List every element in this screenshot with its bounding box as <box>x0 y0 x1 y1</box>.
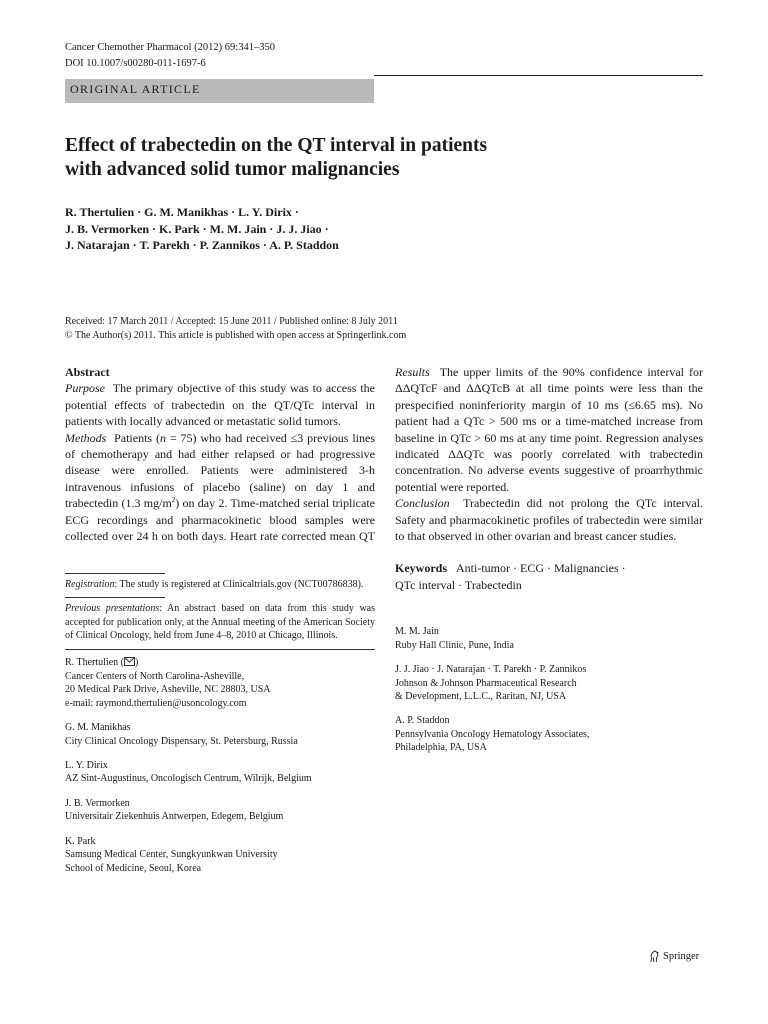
affiliation-separator <box>65 649 375 650</box>
authors-line-1: R. Thertulien · G. M. Manikhas · L. Y. Dirix · <box>65 205 299 219</box>
title-line-2: with advanced solid tumor malignancies <box>65 159 400 180</box>
keywords-line-2: QTc interval · Trabectedin <box>395 577 522 592</box>
authors-line-2: J. B. Vermorken · K. Park · M. M. Jain · J. J. Jiao · <box>65 221 329 236</box>
left-column <box>65 364 375 875</box>
springer-horse-icon <box>648 950 660 963</box>
methods-sup: 2 <box>171 496 176 505</box>
journal-header <box>65 40 275 71</box>
footnote-separator <box>65 573 165 574</box>
registration-note <box>65 578 375 592</box>
affiliation-park <box>65 835 375 875</box>
abstract-results <box>395 364 703 495</box>
affiliation-line: Pennsylvania Oncology Hematology Associates, <box>395 728 590 740</box>
footnote-separator-2 <box>65 597 165 598</box>
abstract-purpose <box>65 380 375 429</box>
affiliation-name: G. M. Manikhas <box>65 722 131 734</box>
registration-text: : The study is registered at Clinicaltrials.gov (NCT00786838). <box>114 578 364 590</box>
affiliation-line: Philadelphia, PA, USA <box>395 742 487 754</box>
journal-citation: Cancer Chemother Pharmacol (2012) 69:341–350 <box>65 42 275 53</box>
received-line: Received: 17 March 2011 / Accepted: 15 June 2011 / Published online: 8 July 2011 <box>65 316 398 327</box>
affiliation-line: Cancer Centers of North Carolina-Asheville, <box>65 671 245 683</box>
affiliation-line: 20 Medical Park Drive, Asheville, NC 28803, USA <box>65 684 271 696</box>
methods-text-c: ) on day 2. Time-matched serial triplicate ECG recordings and pharmacokinetic blood samples were collected over 24 h on both days. Heart rate corrected mean QT <box>65 496 375 544</box>
affiliation-line: Samsung Medical Center, Sungkyunkwan University <box>65 849 278 861</box>
author-list <box>65 204 705 254</box>
keywords-label: Keywords <box>395 561 447 576</box>
publisher-name: Springer <box>663 951 700 962</box>
abstract-conclusion <box>395 495 703 544</box>
doi[interactable]: DOI 10.1007/s00280-011-1697-6 <box>65 57 206 69</box>
affiliation-dirix <box>65 759 375 786</box>
methods-n: n <box>159 430 166 445</box>
previous-text: : An abstract based on data from this study was accepted for publication only, at the Annual meeting of the American Society of Clinical Oncology, held from June 4–8, 2010 at Chicago, Illinois. <box>65 603 375 642</box>
affiliation-vermorken <box>65 797 375 824</box>
affiliation-jain <box>395 625 703 652</box>
affiliation-thertulien <box>65 656 375 711</box>
methods-text-b: = 75) who had received ≤3 previous lines of chemotherapy and had either relapsed or had progressive disease were enrolled. Patients were administered 3-h intravenous infusions of placebo (saline) on day 1 and trabectedin (1.3 mg/m <box>65 430 375 511</box>
affiliation-line: Johnson & Johnson Pharmaceutical Research <box>395 677 577 689</box>
affiliation-staddon <box>395 714 703 754</box>
affiliation-jnj <box>395 663 703 703</box>
results-label: Results <box>395 365 430 379</box>
header-rule <box>374 75 703 76</box>
keywords-line-1: Anti-tumor · ECG · Malignancies · <box>456 561 626 576</box>
article-title <box>65 134 705 182</box>
affiliation-line: Universitair Ziekenhuis Antwerpen, Edegem, Belgium <box>65 811 284 823</box>
publication-dates <box>65 315 705 343</box>
affiliation-manikhas <box>65 721 375 748</box>
affiliation-name: A. P. Staddon <box>395 715 450 727</box>
results-text: The upper limits of the 90% confidence interval for ΔΔQTcF and ΔΔQTcB at all time points were less than the prespecified noninferiority margin of 10 ms (≤6.65 ms). No patient had a QTc > 500 ms or a time-matched increase from baseline in QTc > 60 ms at any time point. Regression analyses indicated ΔΔQTc was poorly correlated with trabectedin concentration. No adverse events suggestive of proarrhythmic potential were reported. <box>395 365 703 494</box>
affiliation-line: Ruby Hall Clinic, Pune, India <box>395 639 514 651</box>
methods-text-a: Patients ( <box>114 430 160 445</box>
affiliation-line: & Development, L.L.C., Raritan, NJ, USA <box>395 690 567 702</box>
affiliation-name: K. Park <box>65 835 96 847</box>
affiliation-name: M. M. Jain <box>395 626 439 638</box>
purpose-label: Purpose <box>65 381 105 396</box>
previous-presentations-note <box>65 602 375 643</box>
affiliation-line: AZ Sint-Augustinus, Oncologisch Centrum, Wilrijk, Belgium <box>65 773 312 785</box>
title-line-1: Effect of trabectedin on the QT interval in patients <box>65 135 488 156</box>
conclusion-text: Trabectedin did not prolong the QTc interval. Safety and pharmacokinetic profiles of trabectedin were similar to that observed in other ovarian and breast cancer studies. <box>395 496 704 544</box>
authors-line-3: J. Natarajan · T. Parekh · P. Zannikos · A. P. Staddon <box>65 238 339 252</box>
purpose-text: The primary objective of this study was to access the potential effects of trabectedin on the QT/QTc interval in patients with locally advanced or metastatic solid tumors. <box>65 381 376 429</box>
right-column <box>395 364 703 755</box>
envelope-icon[interactable] <box>124 657 135 670</box>
affiliation-line: City Clinical Oncology Dispensary, St. Petersburg, Russia <box>65 735 298 747</box>
email-link[interactable]: e-mail: raymond.thertulien@usoncology.com <box>65 697 247 709</box>
affiliation-name: J. J. Jiao · J. Natarajan · T. Parekh · P. Zannikos <box>395 664 587 676</box>
registration-label: Registration <box>65 578 115 590</box>
article-type-banner: ORIGINAL ARTICLE <box>65 79 374 103</box>
previous-label: Previous presentations <box>65 603 160 615</box>
abstract-heading: Abstract <box>65 365 110 379</box>
conclusion-label: Conclusion <box>395 496 450 511</box>
abstract-methods <box>65 430 375 545</box>
affiliation-name: L. Y. Dirix <box>65 760 108 772</box>
publisher-mark <box>648 950 699 963</box>
affiliation-name: J. B. Vermorken <box>65 797 130 809</box>
affiliation-name: R. Thertulien ( ) <box>65 656 375 670</box>
keywords <box>395 560 703 593</box>
copyright-line: © The Author(s) 2011. This article is published with open access at Springerlink.com <box>65 330 407 341</box>
affiliation-line: School of Medicine, Seoul, Korea <box>65 862 202 874</box>
methods-label: Methods <box>65 430 107 445</box>
